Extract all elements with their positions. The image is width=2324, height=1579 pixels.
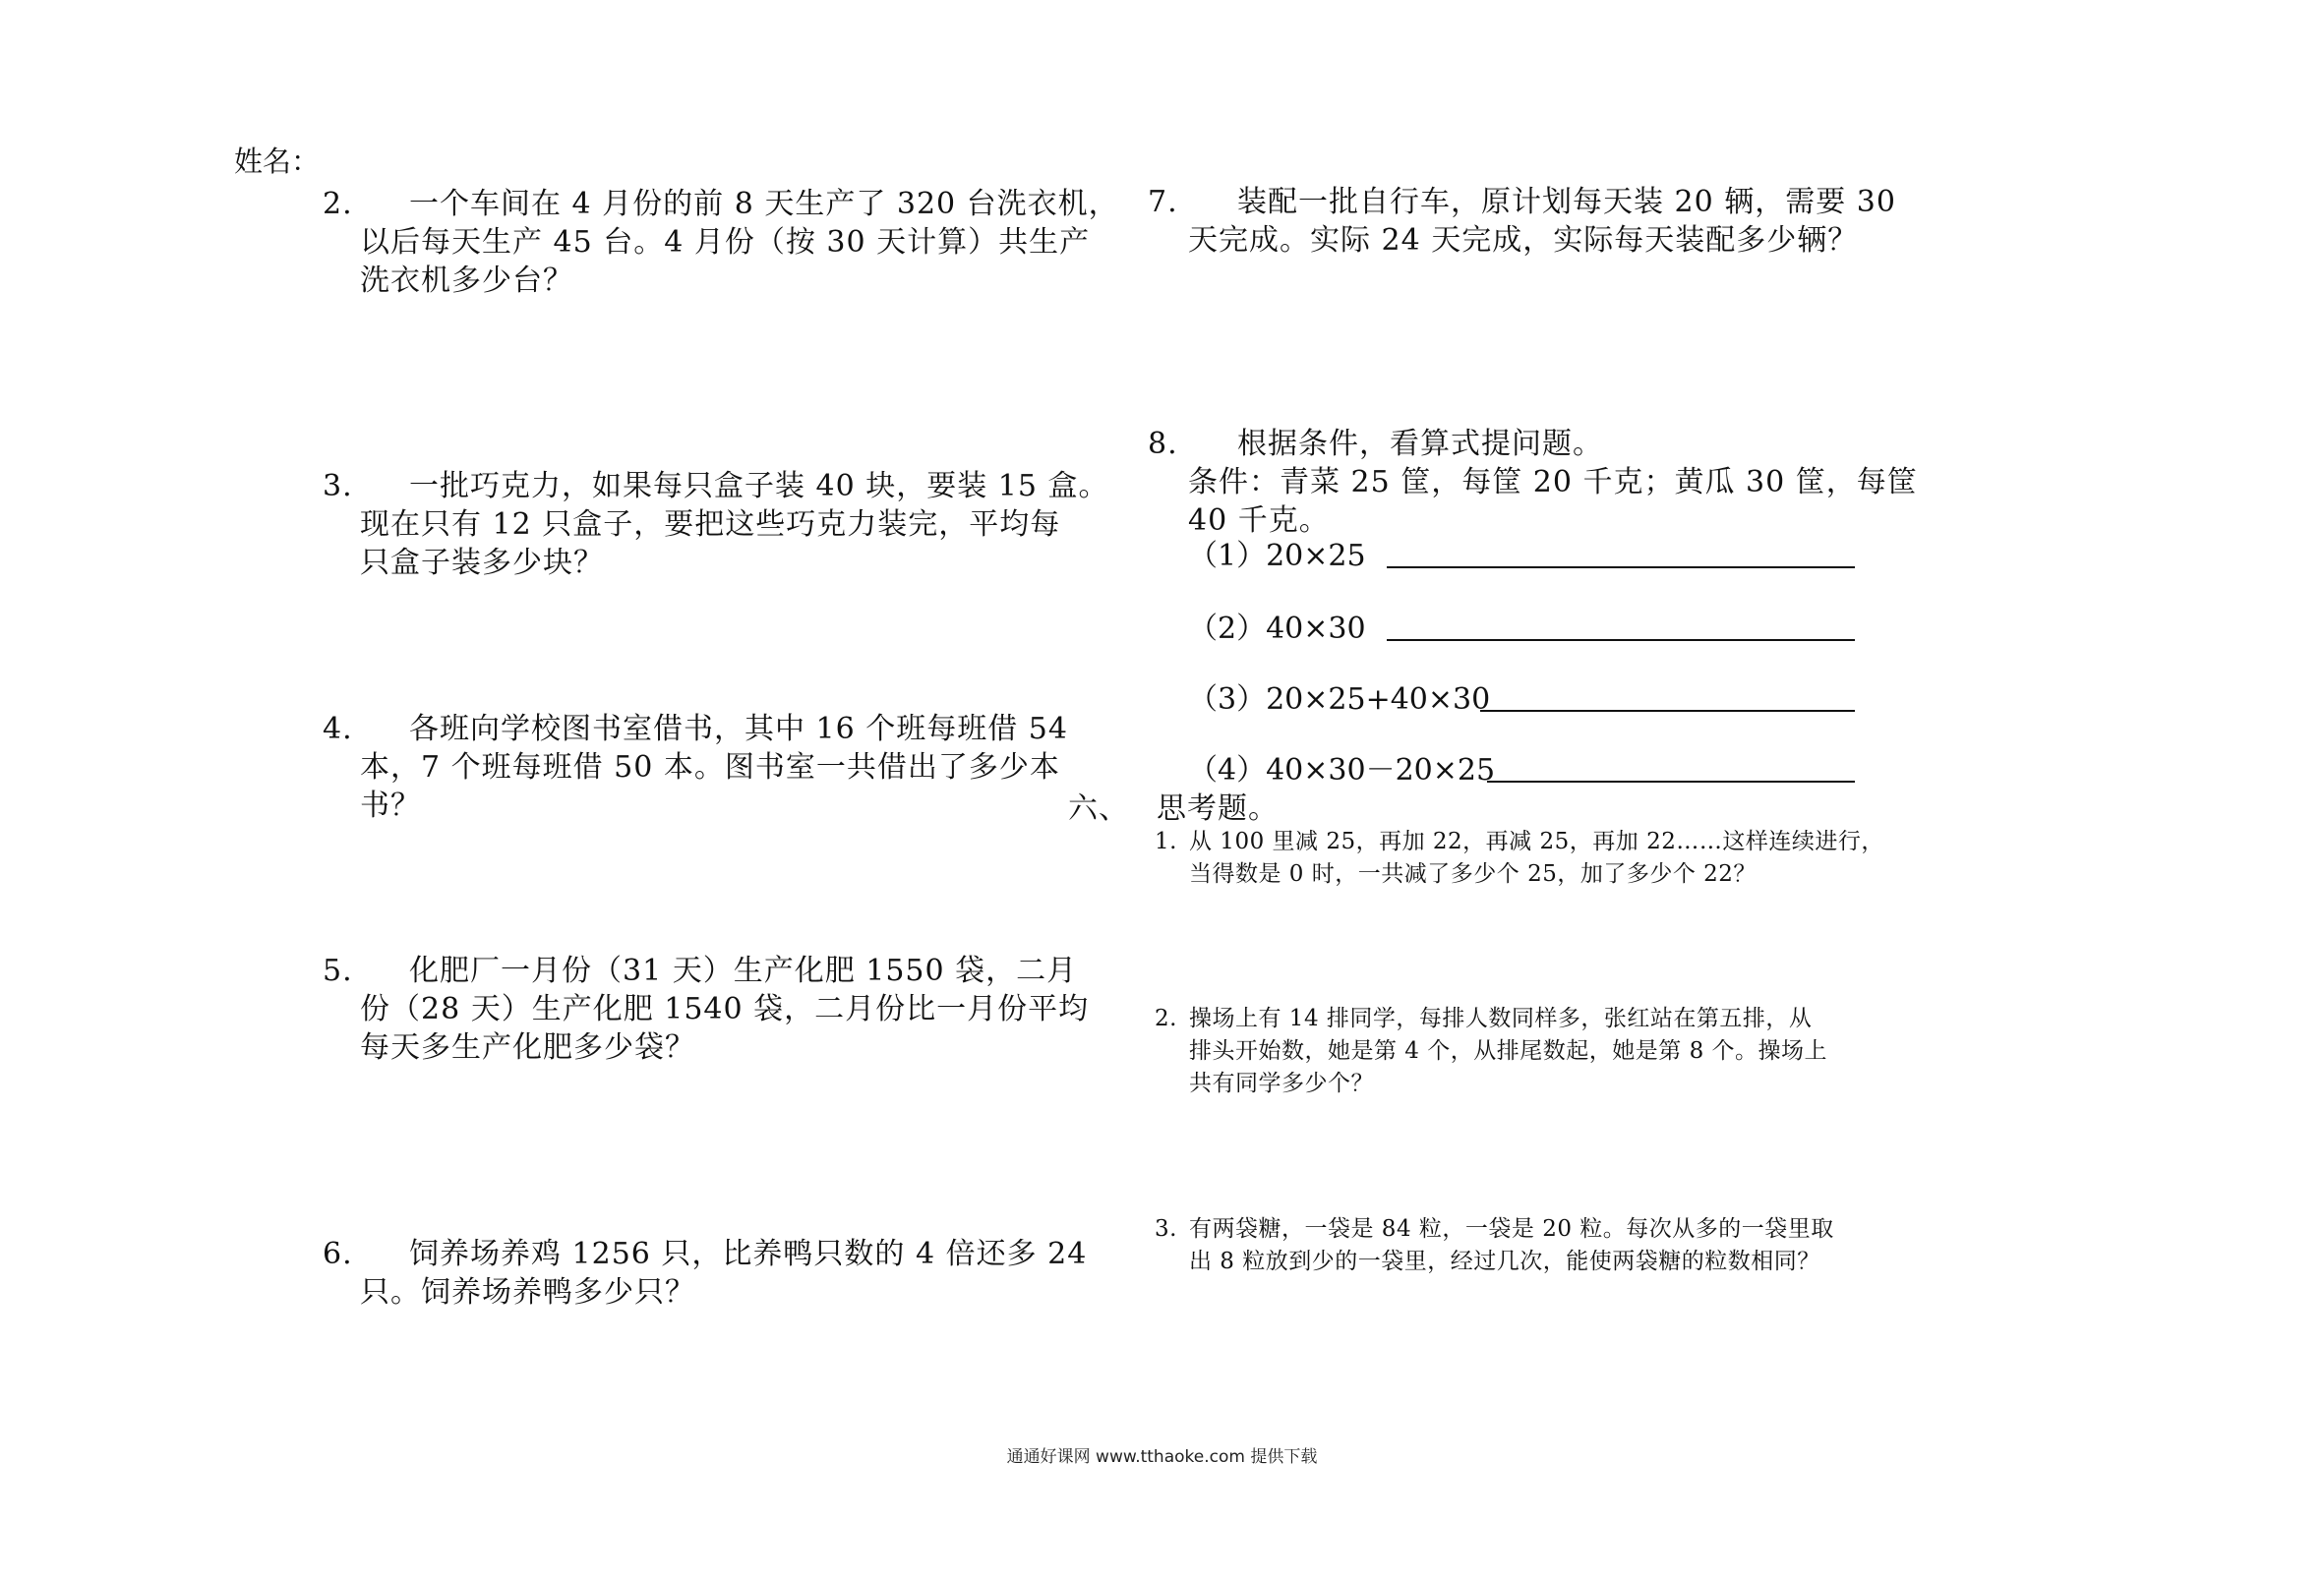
question-text-line: 共有同学多少个？ — [1189, 1071, 1374, 1096]
question-text-line: 现在只有 12 只盒子，要把这些巧克力装完，平均每 — [360, 507, 1061, 542]
question-number: 2. — [323, 187, 353, 221]
question-text-line: 以后每天生产 45 台。4 月份（按 30 天计算）共生产 — [360, 225, 1091, 260]
question-text-line: 天完成。实际 24 天完成，实际每天装配多少辆？ — [1188, 223, 1859, 258]
question-text-line: 书？ — [360, 789, 421, 823]
question-text-line: 只。饲养场养鸭多少只？ — [360, 1275, 695, 1310]
question-text-line: 只盒子装多少块？ — [360, 546, 604, 580]
question-text-line: 洗衣机多少台？ — [360, 263, 573, 298]
expression-item-1: （1）20×25 — [1188, 539, 1366, 573]
footer-credit: 通通好课网 www.tthaoke.com 提供下载 — [1006, 1447, 1318, 1467]
answer-blank-line[interactable] — [1387, 566, 1855, 568]
question-text-line: 根据条件，看算式提问题。 — [1237, 427, 1603, 461]
condition-line: 条件：青菜 25 筐，每筐 20 千克；黄瓜 30 筐，每筐 — [1188, 465, 1918, 499]
question-text-line: 一批巧克力，如果每只盒子装 40 块，要装 15 盒。 — [409, 469, 1109, 503]
question-text-line: 本，7 个班每班借 50 本。图书室一共借出了多少本 — [360, 750, 1060, 785]
answer-blank-line[interactable] — [1387, 639, 1855, 641]
answer-blank-line[interactable] — [1480, 710, 1855, 712]
question-number: 5. — [323, 954, 353, 988]
question-text-line: 各班向学校图书室借书，其中 16 个班每班借 54 — [409, 712, 1068, 746]
question-text-line: 从 100 里减 25，再加 22，再减 25，再加 22……这样连续进行， — [1189, 829, 1884, 854]
question-text-line: 排头开始数，她是第 4 个，从排尾数起，她是第 8 个。操场上 — [1189, 1038, 1828, 1064]
question-number: 4. — [323, 712, 353, 746]
question-text-line: 一个车间在 4 月份的前 8 天生产了 320 台洗衣机， — [409, 187, 1119, 221]
section-number: 六、 — [1068, 791, 1129, 826]
question-text-line: 化肥厂一月份（31 天）生产化肥 1550 袋，二月 — [409, 954, 1078, 988]
question-text-line: 出 8 粒放到少的一袋里，经过几次，能使两袋糖的粒数相同？ — [1189, 1249, 1820, 1274]
question-text-line: 当得数是 0 时，一共减了多少个 25，加了多少个 22？ — [1189, 861, 1757, 887]
answer-blank-line[interactable] — [1487, 781, 1855, 783]
question-text-line: 有两袋糖，一袋是 84 粒，一袋是 20 粒。每次从多的一袋里取 — [1189, 1216, 1834, 1242]
question-text-line: 份（28 天）生产化肥 1540 袋，二月份比一月份平均 — [360, 992, 1090, 1026]
name-label: 姓名： — [234, 145, 321, 178]
question-number: 6. — [323, 1237, 353, 1271]
expression-item-2: （2）40×30 — [1188, 612, 1366, 646]
question-number: 3. — [1155, 1216, 1177, 1242]
expression-item-4: （4）40×30－20×25 — [1188, 753, 1496, 788]
question-number: 3. — [323, 469, 353, 503]
question-text-line: 饲养场养鸡 1256 只，比养鸭只数的 4 倍还多 24 — [409, 1237, 1088, 1271]
question-text-line: 每天多生产化肥多少袋？ — [360, 1030, 695, 1065]
question-number: 8. — [1148, 427, 1178, 461]
question-number: 1. — [1155, 829, 1177, 854]
section-title: 思考题。 — [1157, 791, 1279, 826]
question-text-line: 操场上有 14 排同学，每排人数同样多，张红站在第五排，从 — [1189, 1006, 1813, 1031]
question-text-line: 装配一批自行车，原计划每天装 20 辆，需要 30 — [1237, 185, 1896, 219]
question-number: 2. — [1155, 1006, 1177, 1031]
expression-item-3: （3）20×25+40×30 — [1188, 682, 1491, 717]
condition-line: 40 千克。 — [1188, 503, 1330, 538]
question-number: 7. — [1148, 185, 1178, 219]
